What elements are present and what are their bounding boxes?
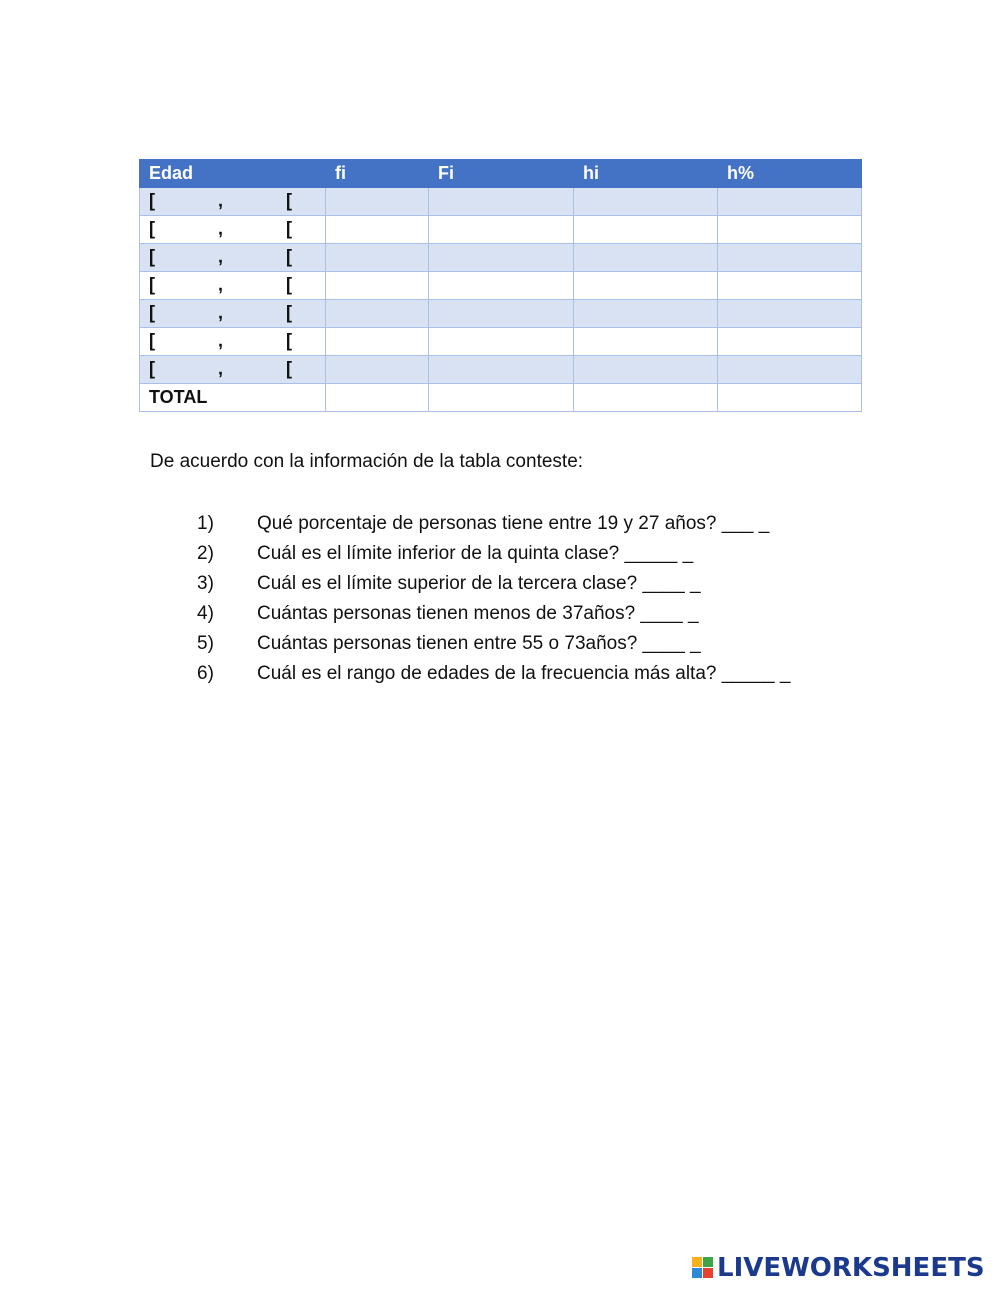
table-row [140,328,862,356]
question-number: 3) [197,573,214,594]
h-percent-cell[interactable] [718,328,862,356]
hi-total-cell[interactable] [574,384,718,412]
h-percent-cell[interactable] [718,356,862,384]
table-header-row [140,160,862,188]
instructions-text: De acuerdo con la información de la tabla conteste: [150,451,584,472]
h-percent-cell[interactable] [718,272,862,300]
table-row [140,188,862,216]
interval-open: [ [149,357,155,378]
question-text: Cuántas personas tienen entre 55 o 73años? ____ _ [257,633,701,654]
interval-cell[interactable] [140,356,326,384]
interval-comma: , [218,357,224,378]
h-percent-total-cell[interactable] [718,384,862,412]
interval-comma: , [218,329,224,350]
fi-cell[interactable] [326,272,429,300]
question-list [197,510,790,690]
fi-cell[interactable] [326,356,429,384]
liveworksheets-logo-icon [692,1257,714,1279]
fi-cell[interactable] [326,188,429,216]
interval-open: [ [149,301,155,322]
header-h-percent: h% [718,160,862,188]
h-percent-cell[interactable] [718,216,862,244]
total-label: TOTAL [140,384,326,412]
logo-square [703,1257,713,1267]
interval-open: [ [149,329,155,350]
Fi-total-cell[interactable] [429,384,574,412]
interval-comma: , [218,273,224,294]
logo-square [703,1268,713,1278]
interval-comma: , [218,217,224,238]
interval-comma: , [218,189,224,210]
question-text: Qué porcentaje de personas tiene entre 19 y 27 años? ___ _ [257,513,770,534]
interval-cell[interactable] [140,244,326,272]
table-total-row [140,384,862,412]
header-Fi: Fi [429,160,574,188]
interval-cell[interactable] [140,216,326,244]
header-hi: hi [574,160,718,188]
table-row [140,244,862,272]
interval-cell[interactable] [140,300,326,328]
fi-cell[interactable] [326,244,429,272]
question-number: 6) [197,663,214,684]
interval-open: [ [149,189,155,210]
Fi-cell[interactable] [429,272,574,300]
Fi-cell[interactable] [429,328,574,356]
Fi-cell[interactable] [429,244,574,272]
question-item [197,600,790,630]
table-row [140,216,862,244]
logo-square [692,1257,702,1267]
hi-cell[interactable] [574,272,718,300]
fi-cell[interactable] [326,328,429,356]
Fi-cell[interactable] [429,188,574,216]
Fi-cell[interactable] [429,356,574,384]
interval-open: [ [149,217,155,238]
logo-square [692,1268,702,1278]
table-row [140,356,862,384]
frequency-table [139,159,862,412]
interval-close: [ [286,189,292,210]
question-number: 2) [197,543,214,564]
question-text: Cuál es el límite superior de la tercera clase? ____ _ [257,573,701,594]
hi-cell[interactable] [574,216,718,244]
interval-close: [ [286,329,292,350]
question-item [197,660,790,690]
interval-open: [ [149,245,155,266]
header-edad: Edad [140,160,326,188]
hi-cell[interactable] [574,300,718,328]
question-number: 5) [197,633,214,654]
question-text: Cuántas personas tienen menos de 37años? ____ _ [257,603,699,624]
h-percent-cell[interactable] [718,244,862,272]
fi-cell[interactable] [326,300,429,328]
interval-close: [ [286,245,292,266]
logo-wordmark: LIVEWORKSHEETS [717,1253,985,1283]
question-item [197,510,790,540]
interval-close: [ [286,273,292,294]
interval-cell[interactable] [140,272,326,300]
question-text: Cuál es el rango de edades de la frecuencia más alta? _____ _ [257,663,791,684]
liveworksheets-logo [692,1252,985,1284]
hi-cell[interactable] [574,188,718,216]
interval-comma: , [218,245,224,266]
table-row [140,272,862,300]
interval-close: [ [286,217,292,238]
hi-cell[interactable] [574,356,718,384]
hi-cell[interactable] [574,328,718,356]
question-number: 4) [197,603,214,624]
question-item [197,630,790,660]
question-text: Cuál es el límite inferior de la quinta clase? _____ _ [257,543,694,564]
Fi-cell[interactable] [429,216,574,244]
question-item [197,540,790,570]
h-percent-cell[interactable] [718,300,862,328]
interval-cell[interactable] [140,188,326,216]
header-fi: fi [326,160,429,188]
interval-close: [ [286,357,292,378]
fi-cell[interactable] [326,216,429,244]
table-row [140,300,862,328]
fi-total-cell[interactable] [326,384,429,412]
interval-comma: , [218,301,224,322]
question-number: 1) [197,513,214,534]
h-percent-cell[interactable] [718,188,862,216]
Fi-cell[interactable] [429,300,574,328]
interval-close: [ [286,301,292,322]
interval-open: [ [149,273,155,294]
hi-cell[interactable] [574,244,718,272]
interval-cell[interactable] [140,328,326,356]
question-item [197,570,790,600]
